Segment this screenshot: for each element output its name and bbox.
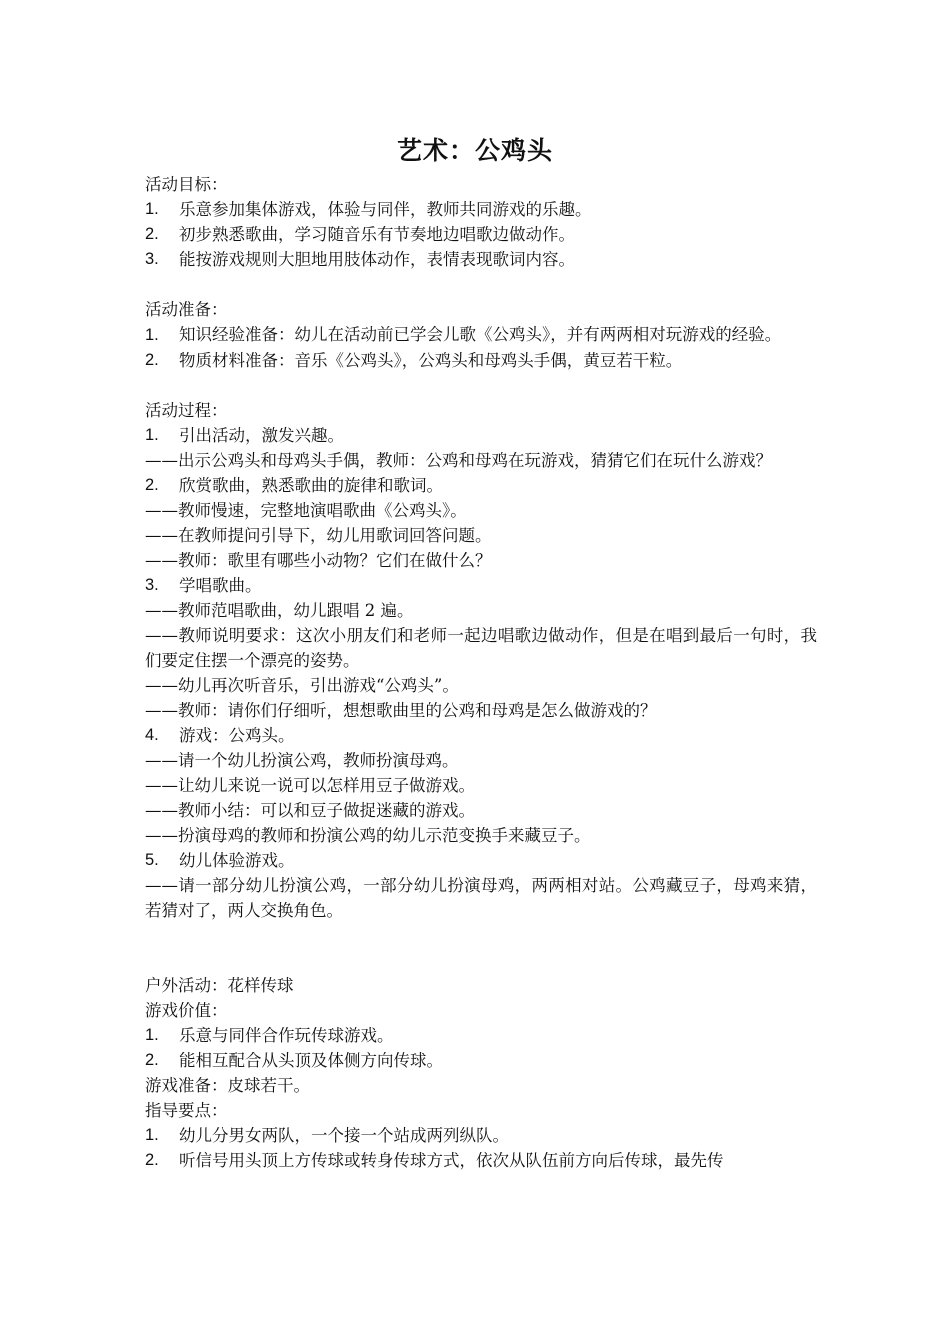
step-detail: ——教师说明要求：这次小朋友们和老师一起边唱歌边做动作，但是在唱到最后一句时，我们要定住摆一个漂亮的姿势。 xyxy=(145,626,817,670)
step-item xyxy=(145,473,817,498)
list-item xyxy=(145,247,817,272)
step-detail: ——出示公鸡头和母鸡头手偶，教师：公鸡和母鸡在玩游戏，猜猜它们在玩什么游戏？ xyxy=(145,451,772,470)
step-detail: ——教师：请你们仔细听，想想歌曲里的公鸡和母鸡是怎么做游戏的？ xyxy=(145,701,657,720)
list-text: 听信号用头顶上方传球或转身传球方式，依次从队伍前方向后传球，最先传 xyxy=(179,1151,724,1170)
step-number: 5. xyxy=(145,851,159,869)
step-text: 幼儿体验游戏。 xyxy=(179,851,295,870)
step-detail: ——幼儿再次听音乐，引出游戏“公鸡头”。 xyxy=(145,676,459,695)
list-number: 1. xyxy=(145,1126,159,1144)
list-item xyxy=(145,222,817,247)
section-heading-process: 活动过程： xyxy=(145,401,228,420)
list-item xyxy=(145,348,817,373)
page-title: 艺术：公鸡头 xyxy=(396,136,553,165)
step-item xyxy=(145,848,817,873)
list-number: 2. xyxy=(145,1151,159,1169)
list-item xyxy=(145,1148,817,1173)
section-heading-outdoor: 户外活动：花样传球 xyxy=(145,976,294,995)
list-number: 3. xyxy=(145,250,159,268)
list-item xyxy=(145,197,817,222)
list-number: 2. xyxy=(145,351,159,369)
step-item xyxy=(145,573,817,598)
document-body xyxy=(145,172,817,1173)
list-number: 1. xyxy=(145,326,159,344)
subheading-game-value: 游戏价值： xyxy=(145,1001,228,1020)
step-number: 2. xyxy=(145,476,159,494)
section-heading-goals: 活动目标： xyxy=(145,175,228,194)
list-text: 物质材料准备：音乐《公鸡头》，公鸡头和母鸡头手偶，黄豆若干粒。 xyxy=(179,351,683,370)
list-item xyxy=(145,322,817,348)
list-text: 乐意参加集体游戏，体验与同伴，教师共同游戏的乐趣。 xyxy=(179,200,592,219)
step-text: 欣赏歌曲，熟悉歌曲的旋律和歌词。 xyxy=(179,476,443,495)
step-detail: ——在教师提问引导下，幼儿用歌词回答问题。 xyxy=(145,526,492,545)
step-number: 1. xyxy=(145,426,159,444)
step-detail: ——教师慢速，完整地演唱歌曲《公鸡头》。 xyxy=(145,501,467,520)
list-text: 能按游戏规则大胆地用肢体动作，表情表现歌词内容。 xyxy=(179,250,575,269)
step-detail: ——教师范唱歌曲，幼儿跟唱 2 遍。 xyxy=(145,601,414,620)
subheading-guide: 指导要点： xyxy=(145,1101,228,1120)
list-text: 幼儿分男女两队，一个接一个站成两列纵队。 xyxy=(179,1126,509,1145)
game-prep-line: 游戏准备：皮球若干。 xyxy=(145,1076,310,1095)
step-item xyxy=(145,423,817,448)
section-heading-prep: 活动准备： xyxy=(145,300,228,319)
step-number: 4. xyxy=(145,726,159,744)
list-text: 能相互配合从头顶及体侧方向传球。 xyxy=(179,1051,443,1070)
step-item xyxy=(145,723,817,748)
list-number: 1. xyxy=(145,200,159,218)
step-detail: ——教师：歌里有哪些小动物？它们在做什么？ xyxy=(145,551,492,570)
list-text: 初步熟悉歌曲，学习随音乐有节奏地边唱歌边做动作。 xyxy=(179,225,575,244)
list-number: 1. xyxy=(145,1026,159,1044)
step-text: 学唱歌曲。 xyxy=(179,576,262,595)
list-text: 知识经验准备：幼儿在活动前已学会儿歌《公鸡头》，并有两两相对玩游戏的经验。 xyxy=(179,325,782,344)
step-text: 游戏：公鸡头。 xyxy=(179,726,295,745)
step-number: 3. xyxy=(145,576,159,594)
step-detail: ——教师小结：可以和豆子做捉迷藏的游戏。 xyxy=(145,801,475,820)
list-number: 2. xyxy=(145,225,159,243)
list-item xyxy=(145,1023,817,1048)
list-text: 乐意与同伴合作玩传球游戏。 xyxy=(179,1026,394,1045)
step-detail: ——请一部分幼儿扮演公鸡，一部分幼儿扮演母鸡，两两相对站。公鸡藏豆子，母鸡来猜，若猜对了，两人交换角色。 xyxy=(145,876,817,920)
list-item xyxy=(145,1048,817,1073)
list-number: 2. xyxy=(145,1051,159,1069)
step-text: 引出活动，激发兴趣。 xyxy=(179,426,344,445)
step-detail: ——扮演母鸡的教师和扮演公鸡的幼儿示范变换手来藏豆子。 xyxy=(145,826,591,845)
list-item xyxy=(145,1123,817,1148)
step-detail: ——请一个幼儿扮演公鸡，教师扮演母鸡。 xyxy=(145,751,459,770)
step-detail: ——让幼儿来说一说可以怎样用豆子做游戏。 xyxy=(145,776,475,795)
